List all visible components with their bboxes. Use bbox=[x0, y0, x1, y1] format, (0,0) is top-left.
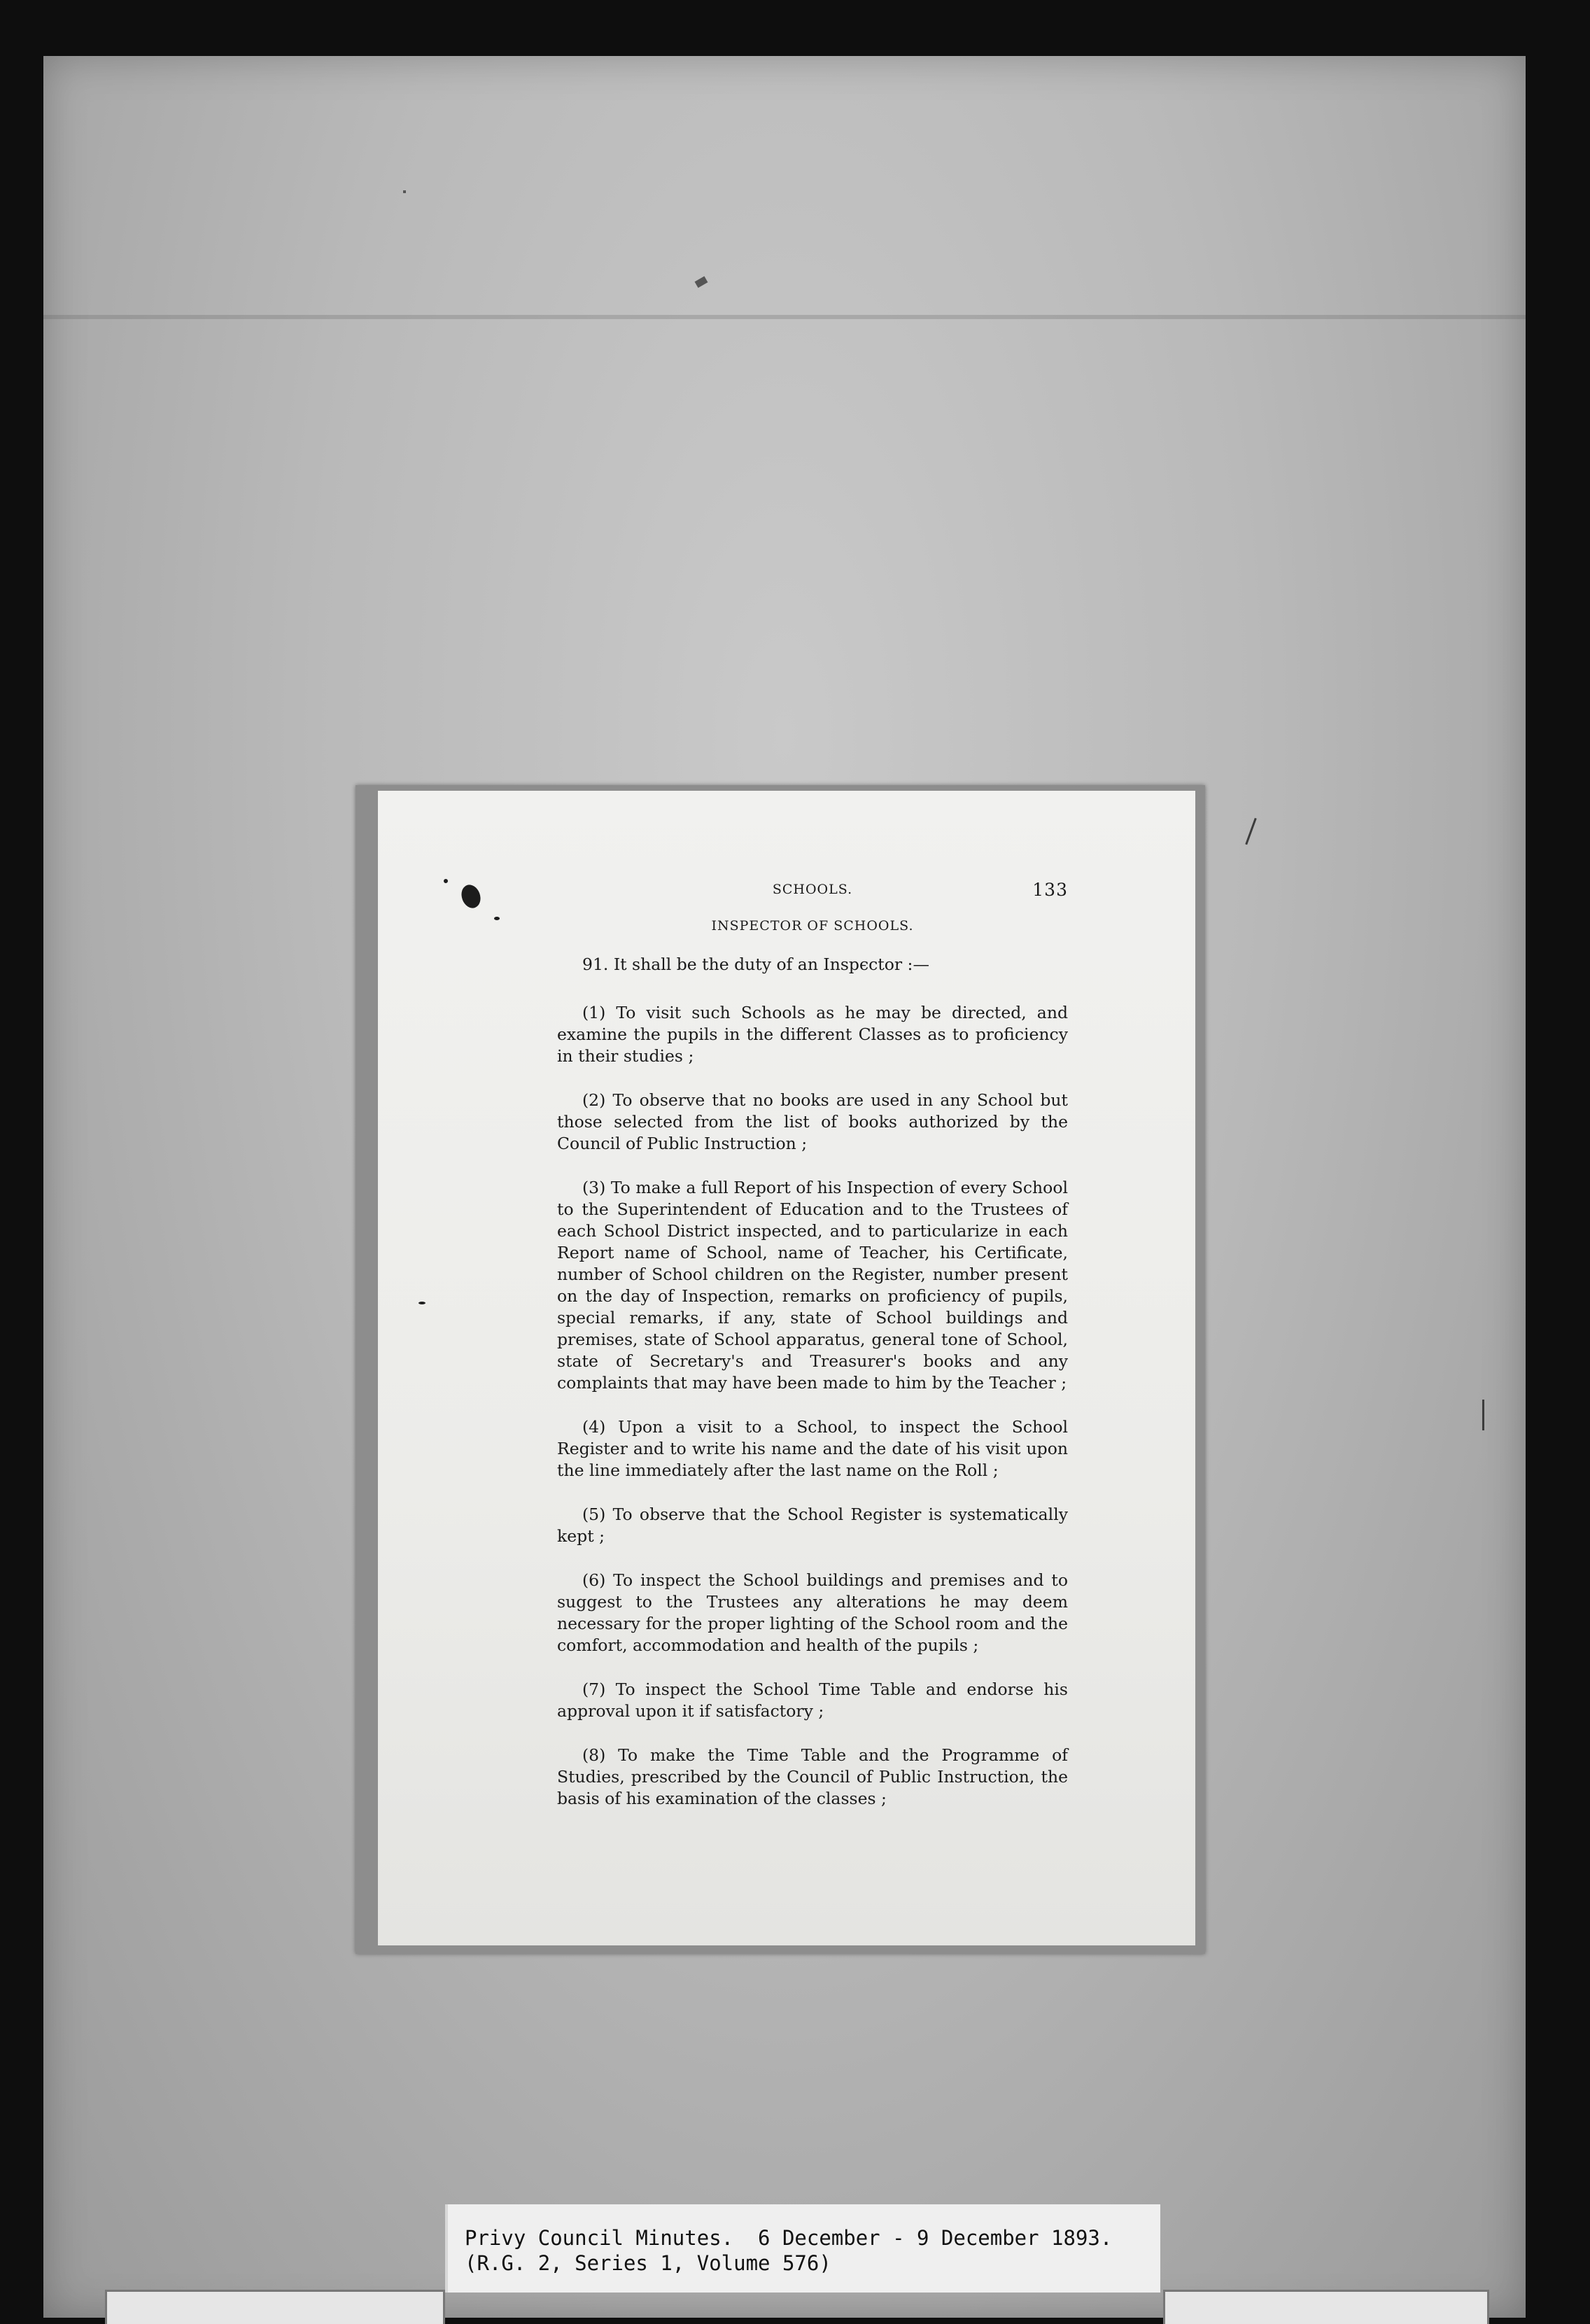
bottom-frame-right bbox=[1163, 2290, 1489, 2324]
running-head bbox=[557, 879, 1068, 904]
clause-3: (3) To make a full Report of his Inspection of every School to the Superintendent of Education and to the Trustees of each School District inspected, and to particularize in each Report name of School, name of Teacher, his Certificate, number of School children on the Register, number present on the day of Inspection, remarks on proficiency of pupils, special remarks, if any, state of School buildings and premises, state of School apparatus, general tone of School, state of Secretary's and Treasurer's books and any complaints that may have been made to him by the Teacher ; bbox=[557, 1178, 1068, 1393]
clause-1: (1) To visit such Schools as he may be directed, and examine the pupils in the different Classes as to proficiency in their studies ; bbox=[557, 1003, 1068, 1066]
section-heading: INSPECTOR OF SCHOOLS. bbox=[711, 918, 914, 934]
ink-speck bbox=[418, 1302, 425, 1304]
clause-7: (7) To inspect the School Time Table and endorse his approval upon it if satisfactory ; bbox=[557, 1679, 1068, 1721]
clause-4: (4) Upon a visit to a School, to inspect the School Register and to write his name and the date of his visit upon the line immediately after the last name on the Roll ; bbox=[557, 1417, 1068, 1480]
caption-line-2: (R.G. 2, Series 1, Volume 576) bbox=[465, 2251, 831, 2275]
ink-speck bbox=[494, 917, 500, 920]
bottom-frame-left bbox=[105, 2290, 445, 2324]
clause-8: (8) To make the Time Table and the Programme of Studies, prescribed by the Council of Public Instruction, the basis of his examination of the classes ; bbox=[557, 1745, 1068, 1808]
clause-2: (2) To observe that no books are used in any School but those selected from the list of books authorized by the Council of Public Instruction ; bbox=[557, 1090, 1068, 1153]
ink-blot bbox=[458, 882, 484, 911]
clause-6: (6) To inspect the School buildings and premises and to suggest to the Trustees any alterations he may deem necessary for the proper lighting of the School room and the comfort, accommodation and health of the pupils ; bbox=[557, 1570, 1068, 1655]
clause-5: (5) To observe that the School Register is systematically kept ; bbox=[557, 1505, 1068, 1546]
page-number: 133 bbox=[1032, 880, 1068, 900]
section-intro: 91. It shall be the duty of an Inspϵctor :— bbox=[582, 955, 929, 974]
ink-speck bbox=[444, 879, 448, 883]
running-head-title: SCHOOLS. bbox=[772, 882, 853, 897]
caption-line-1: Privy Council Minutes. 6 December - 9 December 1893. bbox=[465, 2226, 1113, 2250]
film-dust bbox=[403, 190, 406, 193]
document-page bbox=[378, 791, 1195, 1945]
archive-caption bbox=[445, 2204, 1160, 2293]
film-scratch bbox=[1482, 1400, 1484, 1430]
